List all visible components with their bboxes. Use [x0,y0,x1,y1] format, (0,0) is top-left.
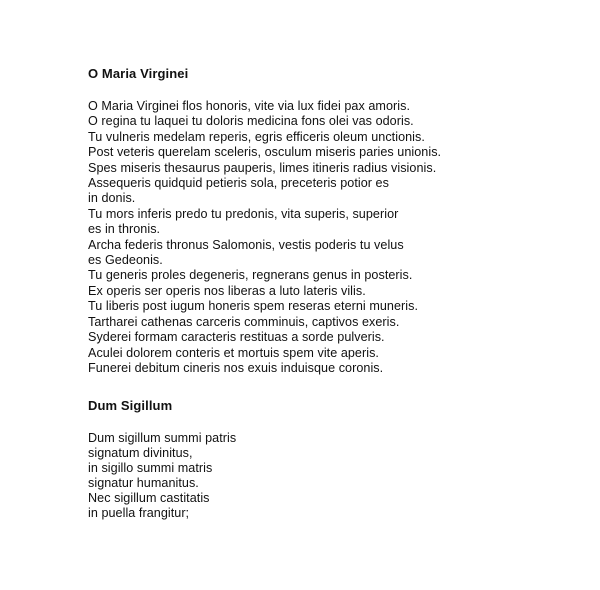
verse-line: in sigillo summi matris [88,461,213,475]
verse-line: signatur humanitus. [88,476,199,490]
verse-line: O regina tu laquei tu doloris medicina fons olei vas odoris. [88,114,414,129]
verse-line: Nec sigillum castitatis [88,491,210,505]
verse-line: in donis. [88,191,136,206]
verse-line: Ex operis ser operis nos liberas a luto lateris vilis. [88,283,366,298]
poem-title: O Maria Virginei [88,66,189,81]
verse-line: Syderei formam caracteris restituas a sorde pulveris. [88,330,385,345]
poem-verse [88,99,558,376]
verse-line: Tu vulneris medelam reperis, egris efficeris oleum unctionis. [88,129,425,144]
verse-line: Post veteris querelam sceleris, osculum miseris paries unionis. [88,145,442,160]
verse-line: Tu mors inferis predo tu predonis, vita superis, superior [88,206,399,221]
poem-o-maria-virginei [88,66,558,376]
verse-line: Dum sigillum summi patris [88,431,237,445]
verse-line: Tu liberis post iugum honeris spem reseras eterni muneris. [88,299,419,314]
verse-line: Tartharei cathenas carceris comminuis, captivos exeris. [88,314,400,329]
poem-verse [88,431,558,521]
verse-line: Funerei debitum cineris nos exuis induisque coronis. [88,360,384,375]
verse-line: Tu generis proles degeneris, regnerans genus in posteris. [88,268,413,283]
verse-line: Spes miseris thesaurus pauperis, limes itineris radius visionis. [88,160,437,175]
verse-line: es in thronis. [88,222,161,237]
verse-line: Assequeris quidquid petieris sola, preceteris potior es [88,176,389,191]
verse-line: signatum divinitus, [88,446,193,460]
verse-line: in puella frangitur; [88,506,190,520]
verse-line: Archa federis thronus Salomonis, vestis poderis tu velus [88,237,404,252]
verse-line: es Gedeonis. [88,253,163,268]
poem-dum-sigillum [88,398,558,521]
verse-line: O Maria Virginei flos honoris, vite via lux fidei pax amoris. [88,99,410,113]
poem-title: Dum Sigillum [88,398,173,413]
verse-line: Aculei dolorem conteris et mortuis spem vite aperis. [88,345,379,360]
